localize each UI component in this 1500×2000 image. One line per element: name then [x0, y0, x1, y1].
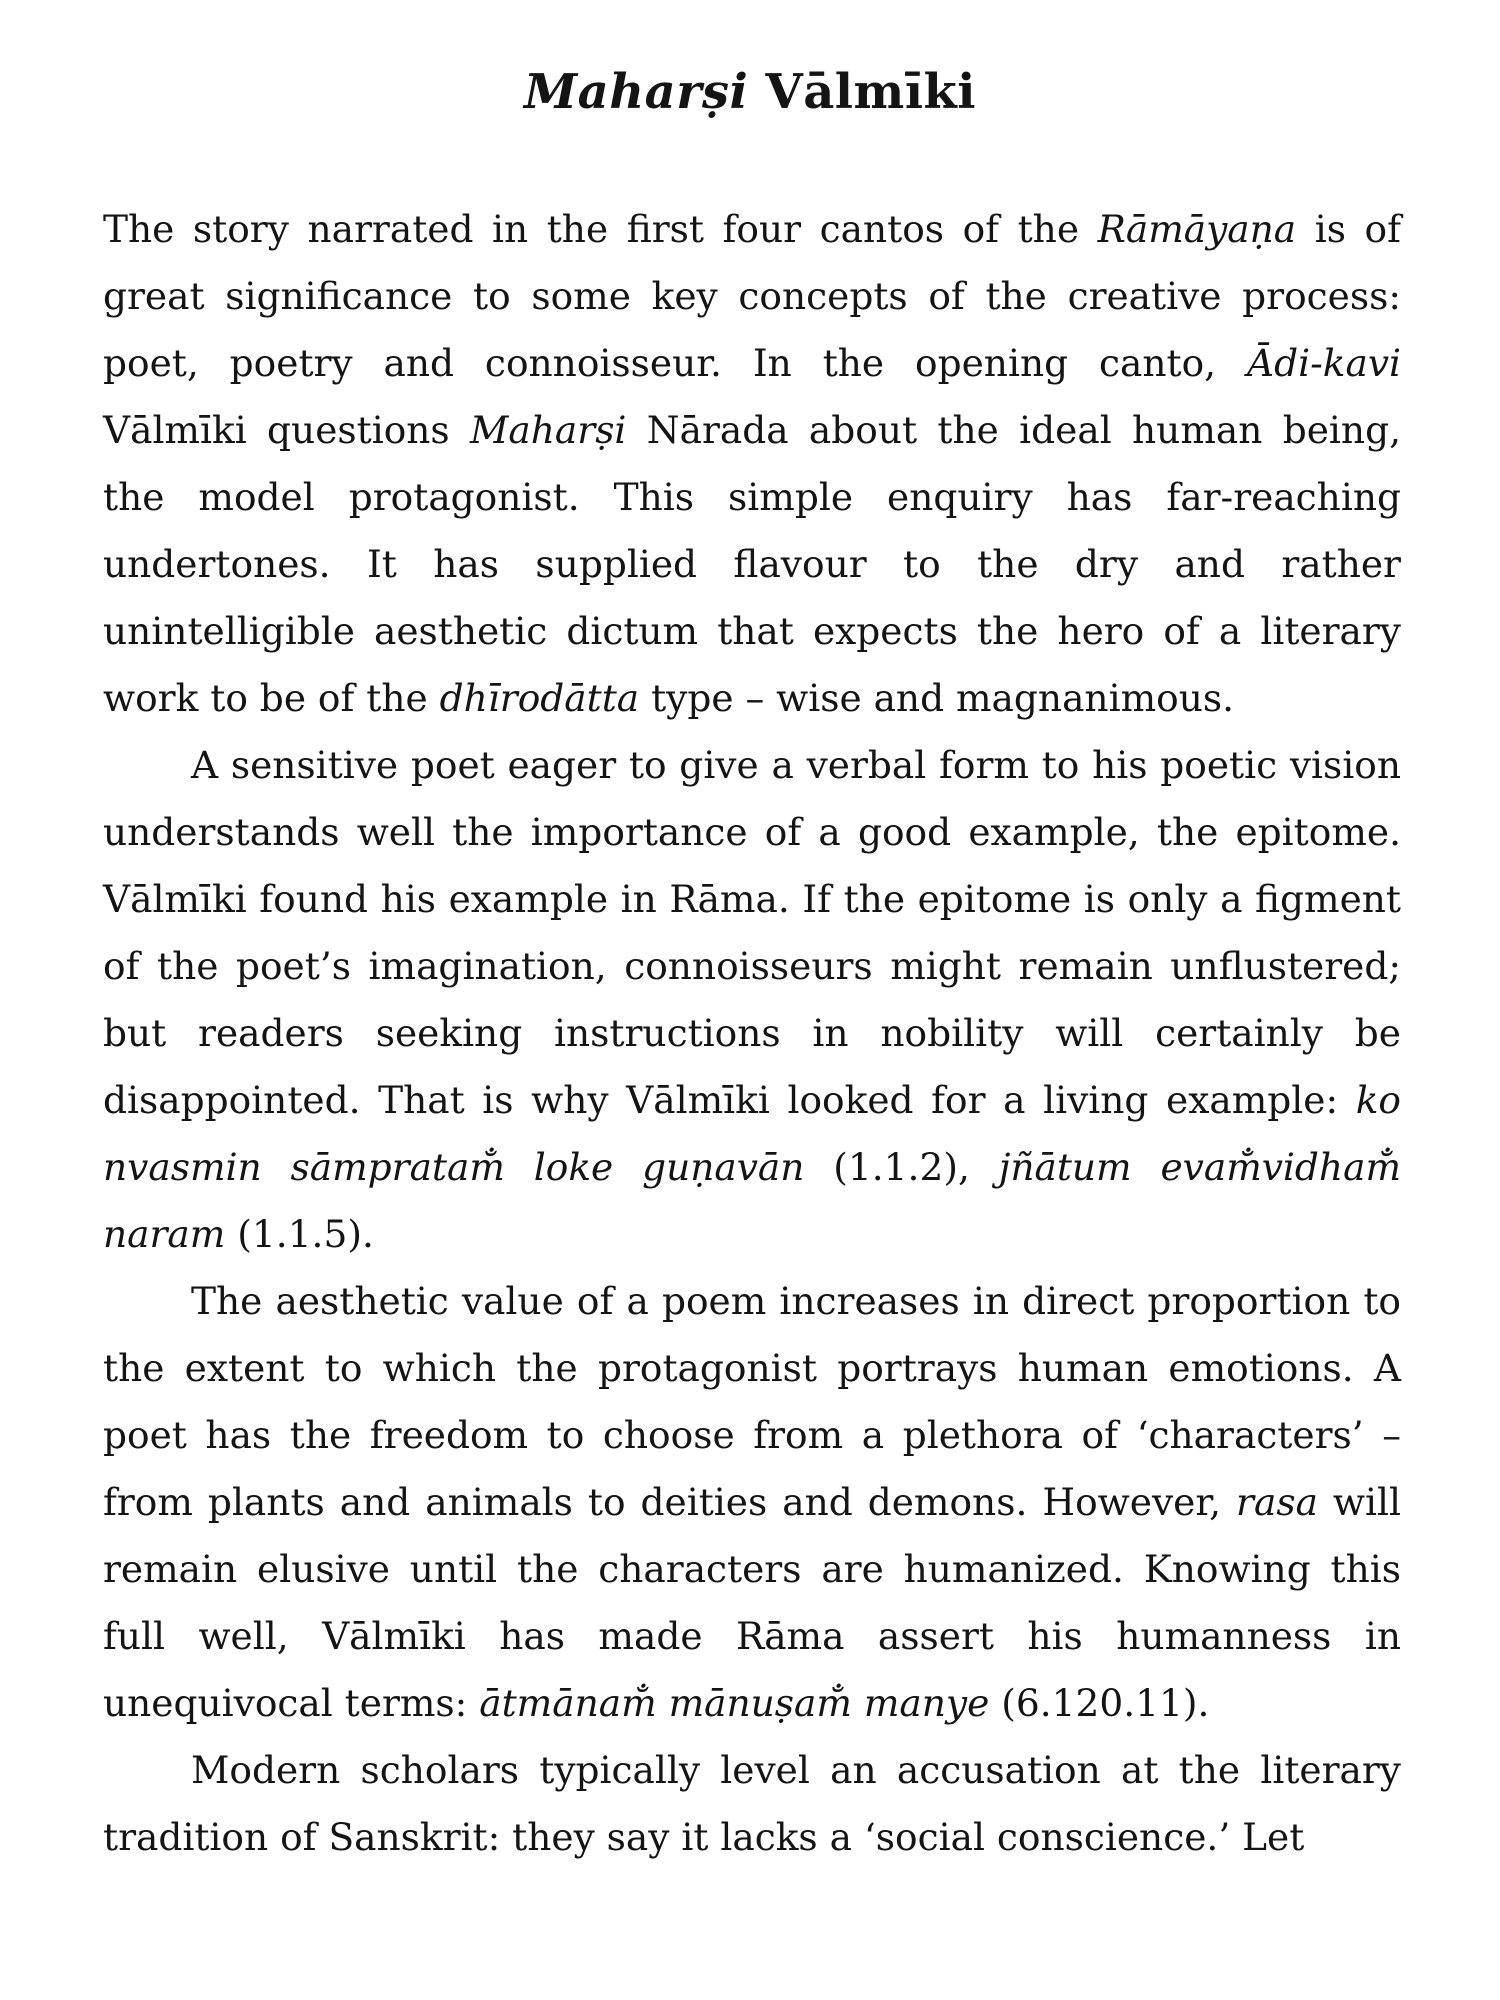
text-run: type – wise and magnanimous.	[639, 676, 1235, 720]
text-run: is of great significance to some key concepts of the creative process: poet, poetry and connoisseur. In the opening canto,	[103, 207, 1401, 385]
page-title	[0, 60, 1500, 124]
sanskrit-quote: jñātum evam̐vidham̐ naram	[103, 1145, 1401, 1256]
italic-term: Rāmāyaṇa	[1097, 207, 1297, 251]
italic-term: Maharṣi	[470, 408, 627, 452]
italic-term: Ādi-kavi	[1246, 341, 1401, 385]
paragraph-3	[103, 1268, 1401, 1737]
title-name-part: Vālmīki	[748, 64, 977, 120]
text-run: The aesthetic value of a poem increases in direct proportion to the extent to which the protagonist portrays human emotions. A poet has the freedom to choose from a plethora of ‘characters’ – from plants and animals to deities and demons. However,	[103, 1279, 1401, 1524]
italic-term: dhīrodātta	[439, 676, 640, 720]
text-run: The story narrated in the first four cantos of the	[103, 207, 1098, 251]
title-italic-part: Maharṣi	[523, 64, 749, 120]
paragraph-4	[103, 1737, 1401, 1871]
citation: (1.1.2),	[804, 1145, 999, 1189]
sanskrit-quote: ātmānam̐ mānuṣam̐ manye	[479, 1681, 990, 1725]
text-run: A sensitive poet eager to give a verbal form to his poetic vision understands well the importance of a good example, the epitome. Vālmīki found his example in Rāma. If the epitome is only a figment of the poet’s imagination, connoisseurs might remain unflustered; but readers seeking instructions in nobility will certainly be disappointed. That is why Vālmīki looked for a living example:	[103, 743, 1401, 1122]
sanskrit-quote: ko nvasmin sāmpratam̐ loke guṇavān	[103, 1078, 1401, 1189]
text-run: will remain elusive until the characters are humanized. Knowing this full well, Vālmīki has made Rāma assert his humanness in unequivocal terms:	[103, 1480, 1402, 1725]
paragraph-1	[103, 196, 1401, 732]
paragraph-2	[103, 732, 1401, 1268]
citation: (1.1.5).	[225, 1212, 374, 1256]
text-run: Vālmīki questions	[103, 408, 470, 452]
citation: (6.120.11).	[989, 1681, 1210, 1725]
text-run: Modern scholars typically level an accusation at the literary tradition of Sanskrit: they say it lacks a ‘social conscience.’ Let	[103, 1748, 1401, 1859]
body-text	[103, 196, 1401, 1871]
text-run: Nārada about the ideal human being, the model protagonist. This simple enquiry has far-reaching undertones. It has supplied flavour to the dry and rather unintelligible aesthetic dictum that expects the hero of a literary work to be of the	[103, 408, 1402, 720]
italic-term: rasa	[1236, 1480, 1318, 1524]
